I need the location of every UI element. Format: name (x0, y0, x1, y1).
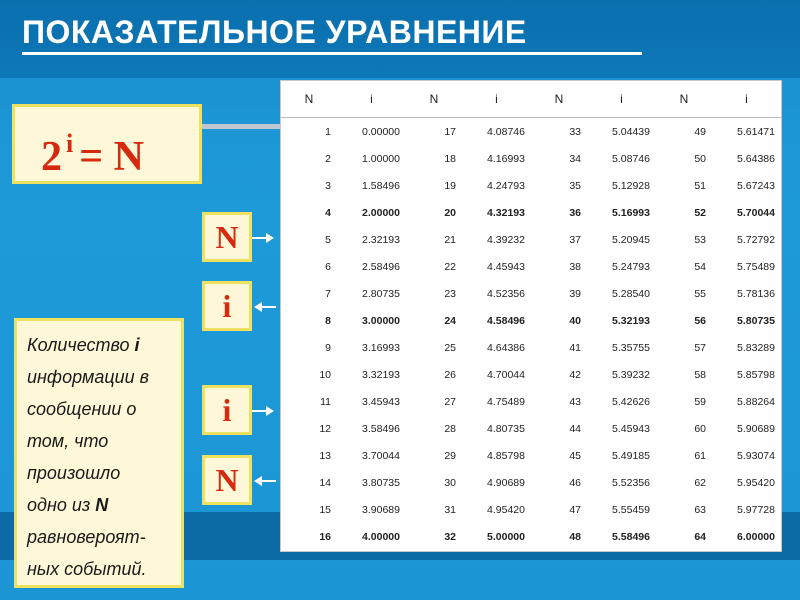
table-cell: 18 (444, 152, 456, 165)
table-cell: 5.90689 (737, 422, 775, 435)
table-row (281, 496, 781, 523)
table-cell: 33 (569, 125, 581, 138)
table-cell: 2.80735 (362, 287, 400, 300)
table-cell: 36 (569, 206, 581, 219)
table-cell: 13 (319, 449, 331, 462)
table-cell: 3.16993 (362, 341, 400, 354)
table-cell: 5 (325, 233, 331, 246)
table-cell: 1.00000 (362, 152, 400, 165)
table-row (281, 307, 781, 334)
description-box (14, 318, 184, 588)
table-cell: 1.58496 (362, 179, 400, 192)
table-cell: 52 (694, 206, 706, 219)
table-cell: 4.32193 (487, 206, 525, 219)
table-cell: 29 (444, 449, 456, 462)
table-row (281, 361, 781, 388)
table-cell: 12 (319, 422, 331, 435)
table-cell: 5.28540 (612, 287, 650, 300)
table-cell: 25 (444, 341, 456, 354)
table-cell: 5.16993 (612, 206, 650, 219)
table-cell: 5.20945 (612, 233, 650, 246)
table-cell: 54 (694, 260, 706, 273)
table-cell: 4.80735 (487, 422, 525, 435)
table-cell: 21 (444, 233, 456, 246)
table-header-cell: N (406, 81, 462, 118)
table-cell: 34 (569, 152, 581, 165)
table-header-cell: N (281, 81, 337, 118)
table-cell: 51 (694, 179, 706, 192)
table-cell: 6.00000 (737, 530, 775, 543)
table-cell: 4.24793 (487, 179, 525, 192)
table-cell: 42 (569, 368, 581, 381)
table-cell: 5.67243 (737, 179, 775, 192)
formula-exponent: i (66, 129, 74, 158)
title-underline (22, 52, 642, 55)
desc-line-2: информации в (27, 367, 150, 387)
table-header-cell: i (712, 81, 781, 118)
table-cell: 37 (569, 233, 581, 246)
letter-box-i-1: i (202, 281, 252, 331)
table-cell: 10 (319, 368, 331, 381)
table-row (281, 415, 781, 442)
table-cell: 4.75489 (487, 395, 525, 408)
table-row (281, 118, 781, 146)
log-table (281, 81, 781, 550)
table-cell: 5.45943 (612, 422, 650, 435)
table-cell: 43 (569, 395, 581, 408)
table-row (281, 172, 781, 199)
table-cell: 5.83289 (737, 341, 775, 354)
table-cell: 2 (325, 152, 331, 165)
table-row (281, 523, 781, 550)
table-cell: 4.95420 (487, 503, 525, 516)
table-cell: 4.52356 (487, 287, 525, 300)
table-cell: 2.32193 (362, 233, 400, 246)
table-cell: 48 (569, 530, 581, 543)
desc-line-6a: одно из (27, 495, 96, 515)
table-cell: 6 (325, 260, 331, 273)
log-table-container (280, 80, 782, 552)
table-cell: 56 (694, 314, 706, 327)
table-header-cell: N (531, 81, 587, 118)
table-row (281, 442, 781, 469)
table-cell: 30 (444, 476, 456, 489)
formula-base: 2 (41, 134, 62, 180)
arrow-right-1 (252, 237, 272, 239)
table-cell: 3.58496 (362, 422, 400, 435)
table-row (281, 199, 781, 226)
table-row (281, 145, 781, 172)
table-header-cell: i (462, 81, 531, 118)
table-cell: 61 (694, 449, 706, 462)
table-row (281, 226, 781, 253)
table-body (281, 118, 781, 551)
table-cell: 16 (319, 530, 331, 543)
table-cell: 5.08746 (612, 152, 650, 165)
table-cell: 3.45943 (362, 395, 400, 408)
table-cell: 5.93074 (737, 449, 775, 462)
table-row (281, 334, 781, 361)
desc-line-4: том, что (27, 431, 109, 451)
table-cell: 5.80735 (737, 314, 775, 327)
table-cell: 44 (569, 422, 581, 435)
letter-box-n-1: N (202, 212, 252, 262)
table-cell: 24 (444, 314, 456, 327)
table-cell: 4.16993 (487, 152, 525, 165)
table-cell: 50 (694, 152, 706, 165)
table-cell: 23 (444, 287, 456, 300)
desc-line-5: произошло (27, 463, 121, 483)
table-cell: 15 (319, 503, 331, 516)
formula-connector (202, 124, 282, 129)
table-cell: 5.58496 (612, 530, 650, 543)
table-header-cell: i (587, 81, 656, 118)
table-row (281, 469, 781, 496)
formula-rest: = N (79, 134, 144, 180)
formula-box (12, 104, 202, 184)
table-cell: 1 (325, 125, 331, 138)
table-cell: 59 (694, 395, 706, 408)
table-cell: 27 (444, 395, 456, 408)
table-cell: 31 (444, 503, 456, 516)
table-row (281, 280, 781, 307)
table-cell: 5.42626 (612, 395, 650, 408)
table-row (281, 253, 781, 280)
table-cell: 57 (694, 341, 706, 354)
arrow-left-2 (256, 480, 276, 482)
arrow-left-1 (256, 306, 276, 308)
table-cell: 4.39232 (487, 233, 525, 246)
table-cell: 20 (444, 206, 456, 219)
table-cell: 7 (325, 287, 331, 300)
table-cell: 5.00000 (487, 530, 525, 543)
table-cell: 3.80735 (362, 476, 400, 489)
table-cell: 5.85798 (737, 368, 775, 381)
table-cell: 4 (325, 206, 331, 219)
table-cell: 53 (694, 233, 706, 246)
desc-line-7: равновероят- (27, 527, 146, 547)
table-cell: 35 (569, 179, 581, 192)
table-cell: 62 (694, 476, 706, 489)
table-cell: 40 (569, 314, 581, 327)
table-cell: 55 (694, 287, 706, 300)
desc-line-1a: Количество (27, 335, 135, 355)
table-cell: 11 (320, 395, 331, 408)
table-cell: 41 (569, 341, 581, 354)
table-cell: 5.97728 (737, 503, 775, 516)
table-cell: 5.24793 (612, 260, 650, 273)
table-cell: 5.52356 (612, 476, 650, 489)
table-cell: 5.64386 (737, 152, 775, 165)
table-cell: 64 (694, 530, 706, 543)
table-cell: 4.58496 (487, 314, 525, 327)
table-cell: 2.00000 (362, 206, 400, 219)
table-cell: 5.12928 (612, 179, 650, 192)
arrow-right-2 (252, 410, 272, 412)
desc-line-1b: i (134, 335, 140, 355)
table-cell: 17 (444, 125, 456, 138)
table-cell: 5.78136 (737, 287, 775, 300)
letter-box-i-2: i (202, 385, 252, 435)
table-cell: 5.32193 (612, 314, 650, 327)
table-cell: 4.85798 (487, 449, 525, 462)
table-cell: 4.08746 (487, 125, 525, 138)
table-cell: 63 (694, 503, 706, 516)
desc-line-3: сообщении о (27, 399, 137, 419)
table-cell: 45 (569, 449, 581, 462)
table-cell: 5.88264 (737, 395, 775, 408)
table-cell: 5.55459 (612, 503, 650, 516)
table-cell: 5.04439 (612, 125, 650, 138)
table-header-cell: i (337, 81, 406, 118)
table-cell: 19 (444, 179, 456, 192)
table-cell: 22 (444, 260, 456, 273)
table-cell: 14 (319, 476, 331, 489)
table-cell: 5.39232 (612, 368, 650, 381)
table-cell: 4.90689 (487, 476, 525, 489)
table-cell: 4.64386 (487, 341, 525, 354)
table-cell: 26 (444, 368, 456, 381)
table-cell: 46 (569, 476, 581, 489)
table-cell: 3.70044 (362, 449, 400, 462)
table-header-cell: N (656, 81, 712, 118)
table-cell: 58 (694, 368, 706, 381)
table-cell: 2.58496 (362, 260, 400, 273)
table-cell: 5.61471 (737, 125, 775, 138)
table-row (281, 388, 781, 415)
letter-box-n-2: N (202, 455, 252, 505)
table-cell: 5.70044 (737, 206, 775, 219)
table-cell: 4.70044 (487, 368, 525, 381)
table-header-row (281, 81, 781, 118)
table-cell: 47 (569, 503, 581, 516)
table-cell: 5.35755 (612, 341, 650, 354)
table-cell: 3.00000 (362, 314, 400, 327)
table-cell: 60 (694, 422, 706, 435)
table-cell: 4.45943 (487, 260, 525, 273)
table-cell: 9 (325, 341, 331, 354)
table-cell: 5.72792 (737, 233, 775, 246)
table-cell: 39 (569, 287, 581, 300)
table-cell: 0.00000 (362, 125, 400, 138)
table-cell: 3.32193 (362, 368, 400, 381)
table-cell: 5.95420 (737, 476, 775, 489)
table-cell: 8 (325, 314, 331, 327)
desc-line-6b: N (95, 495, 109, 515)
desc-line-8: ных событий. (27, 559, 147, 579)
table-cell: 5.49185 (612, 449, 650, 462)
table-cell: 5.75489 (737, 260, 775, 273)
table-cell: 28 (444, 422, 456, 435)
slide-title: ПОКАЗАТЕЛЬНОЕ УРАВНЕНИЕ (22, 14, 527, 50)
table-cell: 4.00000 (362, 530, 400, 543)
table-cell: 3.90689 (362, 503, 400, 516)
table-cell: 49 (694, 125, 706, 138)
table-cell: 32 (444, 530, 456, 543)
table-cell: 3 (325, 179, 331, 192)
table-cell: 38 (569, 260, 581, 273)
